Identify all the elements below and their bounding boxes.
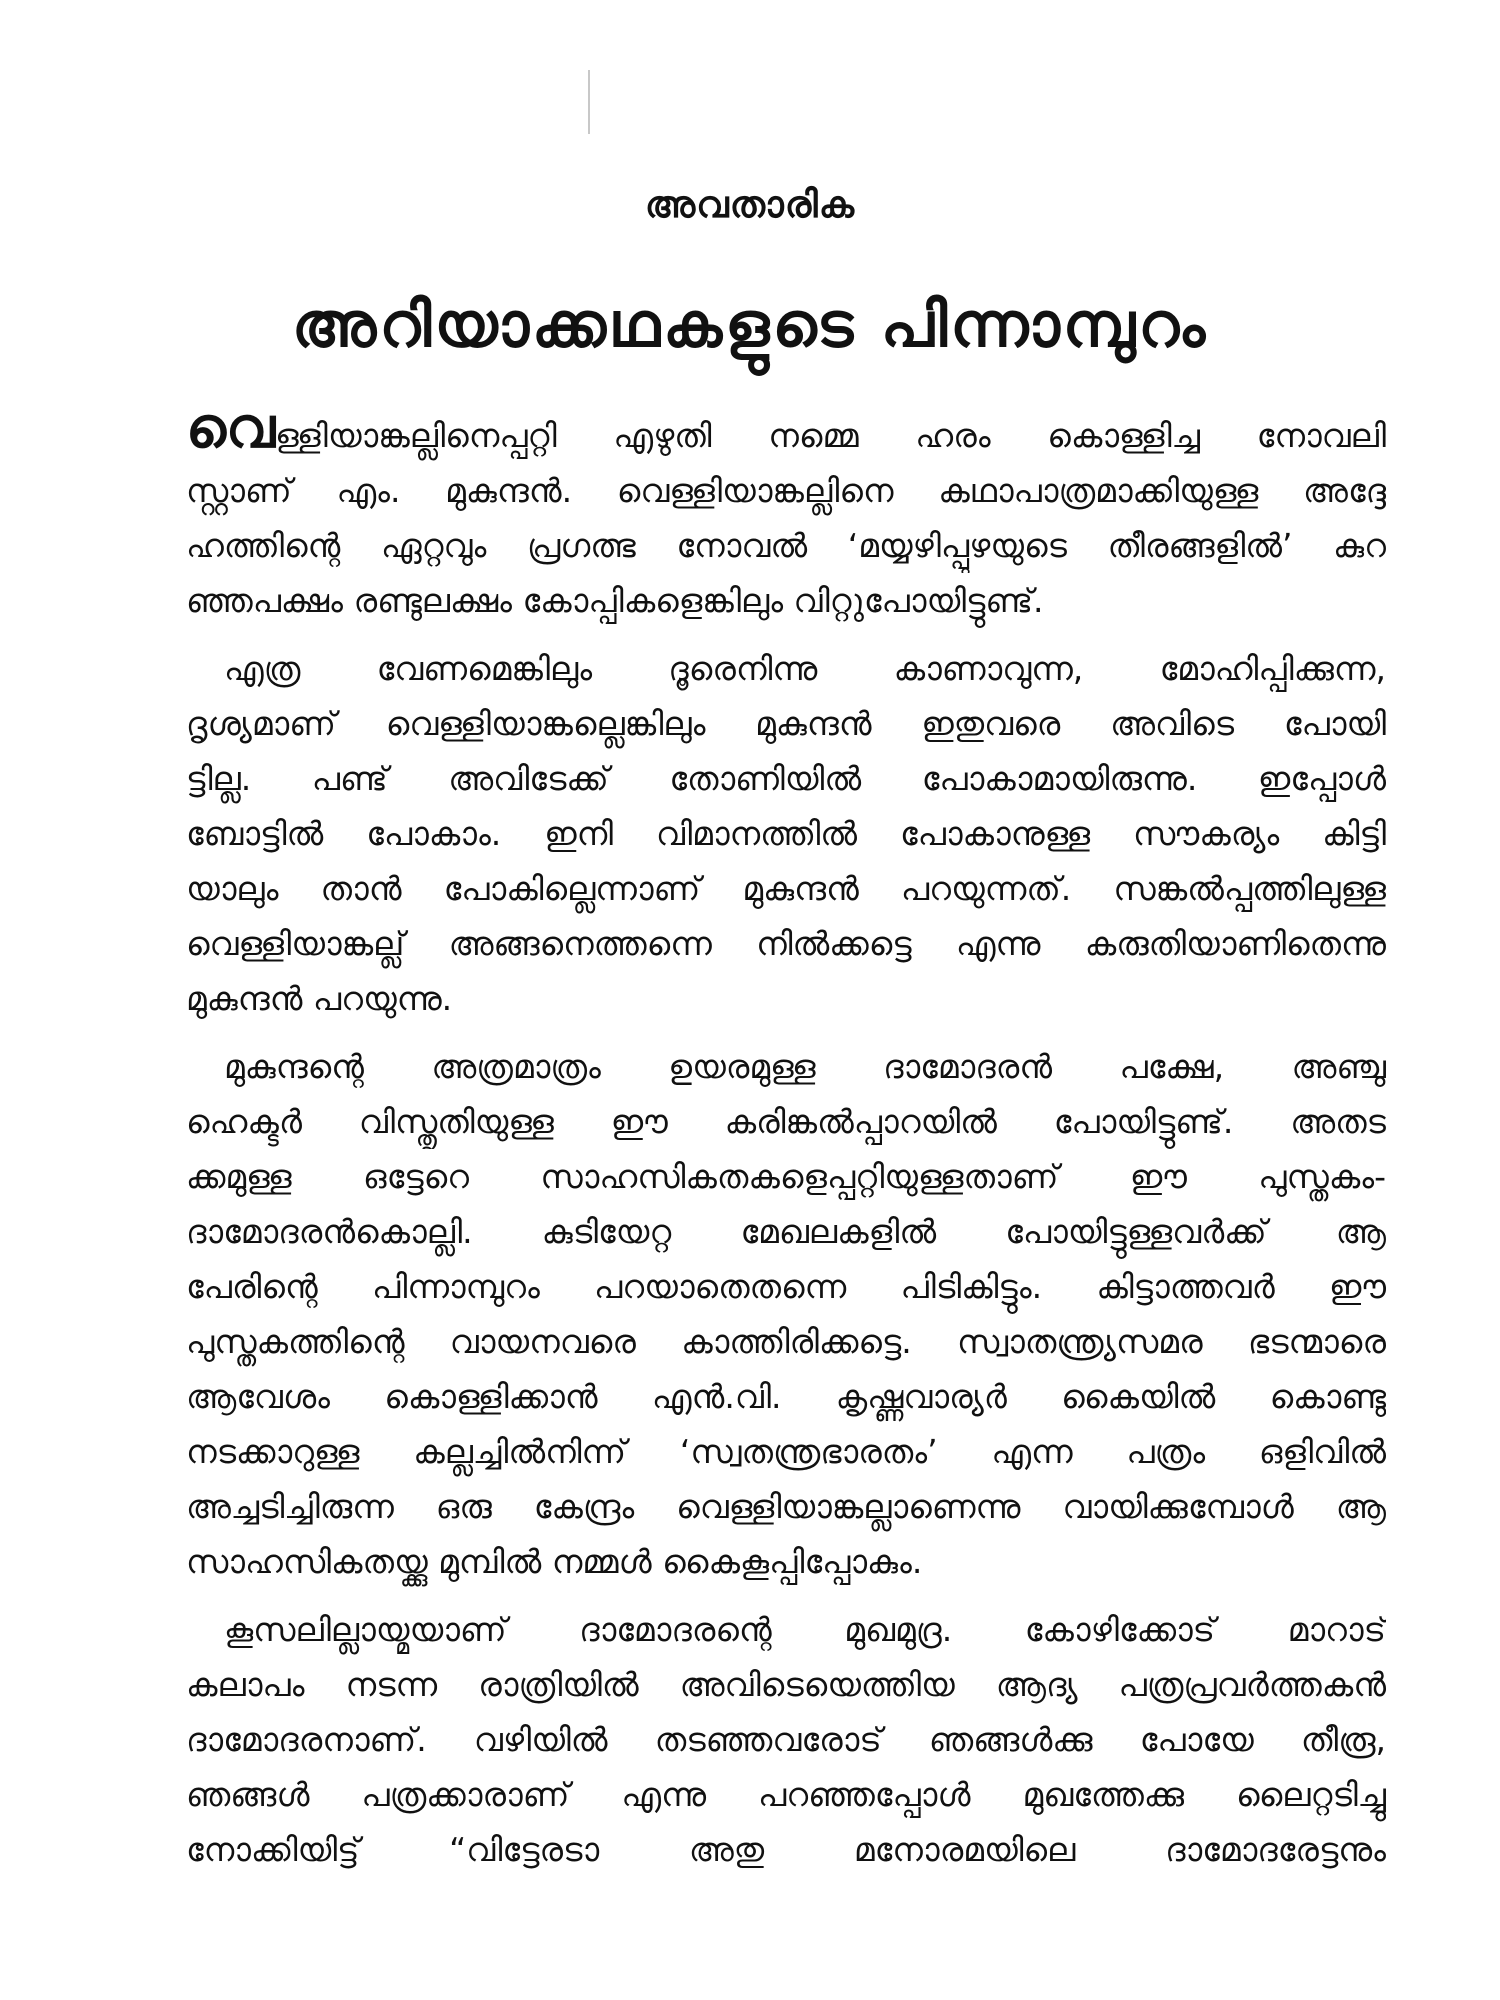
body-text [186,408,1386,1890]
paragraph-line: കൂസലില്ലായ്മയാണ് ദാമോദരന്റെ മുഖമുദ്ര. കോഴിക്കോട് മാറാട് [224,1610,1386,1649]
drop-cap: വെ [186,408,276,461]
page-title: അറിയാക്കഥകളുടെ പിന്നാമ്പുറം [291,288,1209,361]
paragraph-line: പേരിന്റെ പിന്നാമ്പുറം പറയാതെതന്നെ പിടികിട്ടും. കിട്ടാത്തവർ ഈ [186,1267,1386,1306]
paragraph-line: മുകുന്ദൻ പറയുന്നു. [186,979,453,1018]
paragraph-4 [186,1602,1386,1877]
paragraph-line: നടക്കാറുള്ള കല്ലച്ചിൽനിന്ന് ‘സ്വതന്ത്രഭാരതം’ എന്ന പത്രം ഒളിവിൽ [186,1432,1386,1471]
scan-mark [588,70,590,134]
paragraph-line: ഹെക്ടർ വിസ്തൃതിയുള്ള ഈ കരിങ്കൽപ്പാറയിൽ പോയിട്ടുണ്ട്. അതട [186,1102,1386,1141]
paragraph-line: ദൃശ്യമാണ് വെള്ളിയാങ്കല്ലെങ്കിലും മുകുന്ദൻ ഇതുവരെ അവിടെ പോയി [186,704,1386,743]
paragraph-line: അച്ചടിച്ചിരുന്ന ഒരു കേന്ദ്രം വെള്ളിയാങ്കല്ലാണെന്നു വായിക്കുമ്പോൾ ആ [186,1487,1386,1526]
paragraph-3 [186,1039,1386,1589]
paragraph-line: നോക്കിയിട്ട് “വിട്ടേരടാ അതു മനോരമയിലെ ദാമോദരേട്ടനും [186,1830,1386,1869]
paragraph-line: ഞ്ഞപക്ഷം രണ്ടുലക്ഷം കോപ്പികളെങ്കിലും വിറ്റുപോയിട്ടുണ്ട്. [186,581,1044,620]
section-label: അവതാരിക [644,183,856,226]
paragraph-line: സാഹസികതയ്ക്കു മുമ്പിൽ നമ്മൾ കൈകൂപ്പിപ്പോകും. [186,1542,923,1581]
paragraph-1 [186,408,1386,628]
paragraph-line: എത്ര വേണമെങ്കിലും ദൂരെനിന്നു കാണാവുന്ന, മോഹിപ്പിക്കുന്ന, [224,649,1386,688]
paragraph-line: ഹത്തിന്റെ ഏറ്റവും പ്രഗത്ഭ നോവൽ ‘മയ്യഴിപ്പുഴയുടെ തീരങ്ങളിൽ’ കുറ [186,526,1386,565]
paragraph-2 [186,641,1386,1026]
paragraph-line: കലാപം നടന്ന രാത്രിയിൽ അവിടെയെത്തിയ ആദ്യ പത്രപ്രവർത്തകൻ [186,1665,1386,1704]
paragraph-line: ബോട്ടിൽ പോകാം. ഇനി വിമാനത്തിൽ പോകാനുള്ള സൗകര്യം കിട്ടി [186,814,1386,853]
paragraph-line: ദാമോദരൻകൊല്ലി. കുടിയേറ്റ മേഖലകളിൽ പോയിട്ടുള്ളവർക്ക് ആ [186,1212,1386,1251]
paragraph-line: യാലും താൻ പോകില്ലെന്നാണ് മുകുന്ദൻ പറയുന്നത്. സങ്കൽപ്പത്തിലുള്ള [186,869,1386,908]
paragraph-line: വെള്ളിയാങ്കല്ല് അങ്ങനെത്തന്നെ നിൽക്കട്ടെ എന്നു കരുതിയാണിതെന്നു [186,924,1386,963]
paragraph-line: ഞങ്ങൾ പത്രക്കാരാണ് എന്നു പറഞ്ഞപ്പോൾ മുഖത്തേക്കു ലൈറ്റടിച്ചു [186,1775,1386,1814]
paragraph-line: സ്റ്റാണ് എം. മുകുന്ദൻ. വെള്ളിയാങ്കല്ലിനെ കഥാപാത്രമാക്കിയുള്ള അദ്ദേ [186,471,1386,510]
line-text: ള്ളിയാങ്കല്ലിനെപ്പറ്റി എഴുതി നമ്മെ ഹരം കൊള്ളിച്ച നോവലി [275,416,1386,455]
paragraph-line: ആവേശം കൊള്ളിക്കാൻ എൻ.വി. കൃഷ്ണവാര്യർ കൈയിൽ കൊണ്ടു [186,1377,1386,1416]
paragraph-line: ട്ടില്ല. പണ്ട് അവിടേക്ക് തോണിയിൽ പോകാമായിരുന്നു. ഇപ്പോൾ [186,759,1386,798]
paragraph-line: മുകുന്ദന്റെ അത്രമാത്രം ഉയരമുള്ള ദാമോദരൻ പക്ഷേ, അഞ്ചു [224,1047,1386,1086]
paragraph-line: ക്കമുള്ള ഒട്ടേറെ സാഹസികതകളെപ്പറ്റിയുള്ളതാണ് ഈ പുസ്തകം- [186,1157,1386,1196]
paragraph-line: പുസ്തകത്തിന്റെ വായനവരെ കാത്തിരിക്കട്ടെ. സ്വാതന്ത്ര്യസമര ഭടന്മാരെ [186,1322,1386,1361]
paragraph-line [186,408,1386,463]
paragraph-line: ദാമോദരനാണ്. വഴിയിൽ തടഞ്ഞവരോട് ഞങ്ങൾക്കു പോയേ തീരൂ, [186,1720,1386,1759]
